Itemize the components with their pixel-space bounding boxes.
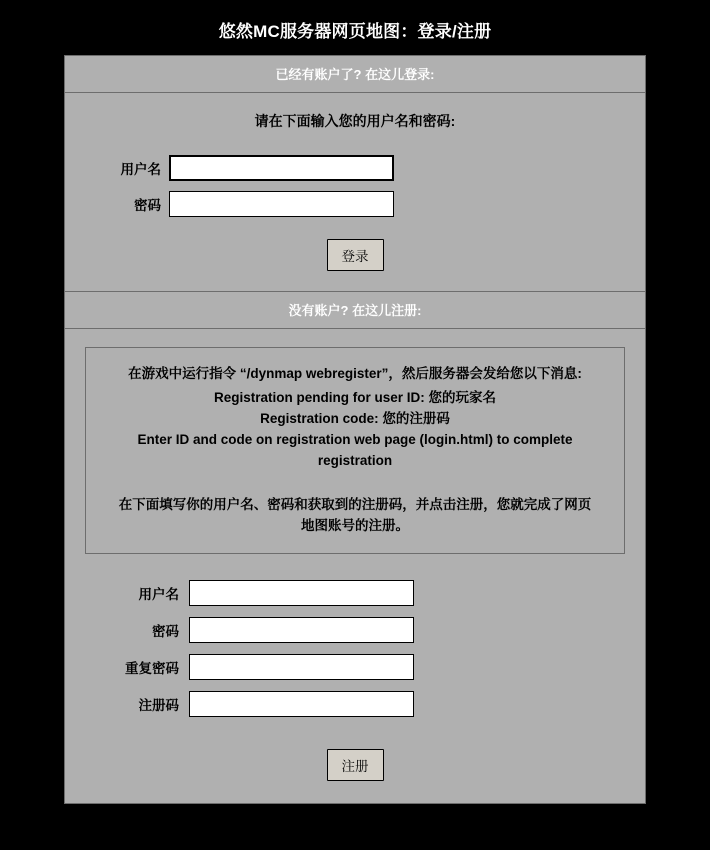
register-repeat-password-input[interactable] [189, 654, 414, 680]
register-password-label: 密码 [152, 623, 179, 639]
register-username-input[interactable] [189, 580, 414, 606]
login-submit-button[interactable]: 登录 [327, 239, 384, 271]
login-prompt: 请在下面输入您的用户名和密码: [254, 113, 456, 129]
login-password-input[interactable] [169, 191, 394, 217]
login-username-input[interactable] [169, 155, 394, 181]
register-button-row [65, 749, 645, 781]
register-info-line-3: Registration code: 您的注册码 [260, 410, 450, 426]
login-password-row [65, 191, 645, 217]
register-password-input[interactable] [189, 617, 414, 643]
register-info-line-1: 在游戏中运行指令 “/dynmap webregister”，然后服务器会发给您以下消息: [128, 366, 582, 381]
register-repeat-password-row [65, 654, 645, 680]
register-fields [65, 580, 645, 717]
login-username-label: 用户名 [120, 162, 161, 177]
login-button-row [65, 239, 645, 271]
register-submit-button[interactable]: 注册 [327, 749, 384, 781]
login-form [65, 93, 645, 292]
register-repeat-password-label: 重复密码 [125, 660, 179, 676]
register-password-row [65, 617, 645, 643]
register-info-paragraph: 在下面填写你的用户名、密码和获取到的注册码，并点击注册，您就完成了网页地图账号的注册。 [118, 496, 592, 534]
login-username-row [65, 155, 645, 181]
register-code-row [65, 691, 645, 717]
register-code-label: 注册码 [138, 697, 179, 713]
auth-panel [64, 55, 646, 804]
register-info-box [85, 347, 625, 554]
register-form [65, 329, 645, 803]
page-title: 悠然MC服务器网页地图：登录/注册 [218, 22, 492, 41]
register-section-header: 没有账户? 在这儿注册: [65, 292, 645, 329]
register-info-line-4: Enter ID and code on registration web page (login.html) to complete registration [137, 431, 573, 468]
register-code-input[interactable] [189, 691, 414, 717]
register-username-label: 用户名 [138, 586, 179, 602]
register-info-line-2: Registration pending for user ID: 您的玩家名 [213, 390, 496, 405]
login-password-label: 密码 [134, 198, 161, 213]
register-username-row [65, 580, 645, 606]
login-section-header: 已经有账户了? 在这儿登录: [65, 56, 645, 93]
